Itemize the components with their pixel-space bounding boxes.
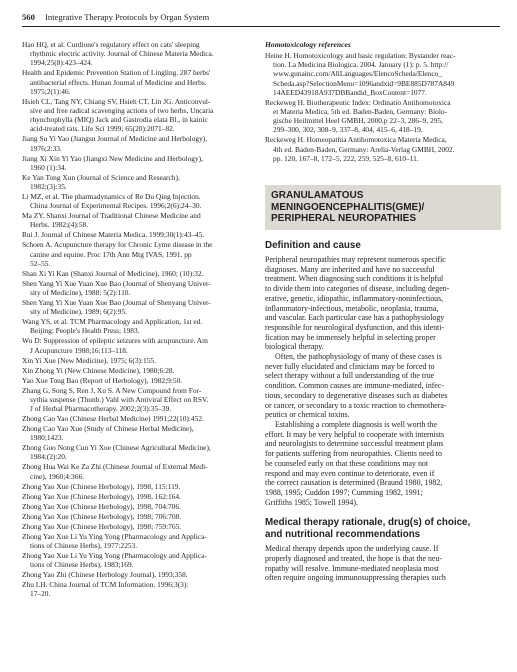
reference-item: Wu D: Suppression of epileptic seizures with acupuncture. Am J Acupuncture 1988;16:113–118. [22, 336, 208, 355]
reference-item: Jiang Xi Xin Yi Yao (Jiangxi New Medicine and Herbology), 1960 (1):34. [22, 153, 203, 172]
reference-item: Jiang Su Yi Yao (Jiangsu Journal of Medicine and Herbology), 1976;2:33. [22, 134, 208, 153]
reference-item: Zhu LH. China Journal of TCM Information. 1996;3(3): 17–20. [22, 580, 189, 599]
reference-item: Zhong Yao Xue (Chinese Herbology), 1998; 706:708. [22, 511, 182, 521]
reference-item: Hsieh CL, Tang NY, Chiang SV, Hsieh CT, Lin JG. Anticonvul- sive and free radical scavenging actions of two herbs, Uncaria rhynchophylla (MIQ) Jack and Gastrodia elata Bl., in kainic acid-treated rats. Life Sci 1999; 65(20):2071–82. [22, 96, 214, 134]
homotoxicology-reference-item: Heine H. Homotoxicology and basic regulation: Bystander reac- tion. La Medicina Biologica. 2004. January (1): p. 5. http:// www.gunainc.com/AllLanguages/ElencoScheda/Elenco_ Scheda.asp?SelectionMenu=1096andxid=9BE885D787A849 14AEED43918A937DBBandid_BoxContent=1077. [265, 51, 456, 97]
homotoxicology-reference-list [265, 51, 501, 163]
reference-item: Zhong Yao Xue Li Yu Ying Yong (Pharmacology and Applica- tions of Chinese Herbs), 1983;169. [22, 550, 207, 570]
right-column [265, 40, 501, 583]
reference-item: Zhong Yao Xue (Chinese Herbology), 1998, 115:119. [22, 481, 181, 491]
running-head-title: Integrative Therapy Protocols by Organ System [45, 12, 210, 22]
reference-item: Li MZ, et al. The pharmadynamics of Re Du Qing Injection. China Journal of Experimental Recipes. 1996;2(6):24–30. [22, 192, 202, 211]
reference-item: Shen Yang Yi Xue Yuan Xue Bao (Journal of Shenyang Univer- sity of Medicine), 1988; 5(2):110. [22, 278, 211, 298]
reference-item: Zhong Guo Nong Cun Yi Xue (Chinese Agricultural Medicine), 1984;(2):20. [22, 443, 211, 462]
reference-item: Schoen A. Acupuncture therapy for Chronic Lyme disease in the canine and equine. Proc 17th Ann Mtg IVAS, 1991. pp 52–55. [22, 240, 213, 268]
reference-item: Zhong Yao Xue (Chinese Herbology), 1998; 759:765. [22, 521, 182, 531]
left-column [22, 40, 254, 599]
reference-item: Xin Yi Xue (New Medicine), 1975; 6(3):155. [22, 355, 156, 365]
reference-item: Wang YS, et al. TCM Pharmacology and Application, 1st ed. Beijing: People's Health Press; 1983. [22, 317, 203, 336]
homotoxicology-reference-item: Reckeweg H. Homeopathia Antihomotoxica Materia Medica, 4th ed. Baden-Baden, Germany: Arelia-Verlag GMBH, 2002. pp. 120, 167–8, 172–5, 222, 259, 525–8, 610–11. [265, 135, 455, 163]
section-title-box: GRANULAMATOUS MENINGOENCEPHALITIS(GME)/ PERIPHERAL NEUROPATHIES [265, 185, 501, 230]
homotoxicology-heading: Homotoxicology references [265, 40, 351, 49]
reference-item: Health and Epidemic Prevention Station of Lingling. 287 herbs' antibacterial effects. Hunan Journal of Medicine and Herbs. 1975;2(1):46. [22, 68, 211, 96]
reference-item: Zhong Yao Zhi (Chinese Herbology Journal), 1993;358. [22, 570, 188, 580]
definition-heading: Definition and cause [265, 239, 361, 251]
reference-item: Yao Xue Tong Bao (Report of Herbology), 1982;9:50. [22, 375, 183, 385]
definition-paragraph-3: Establishing a complete diagnosis is well worth the effort. It may be very helpful to cooperate with internists and neurologists to determine successful treatment plans for patients suffering from neuropathies. Clients need to be counseled early on that these conditions may not respond and may even continue to deteriorate, even if the correct causation is determined (Braund 1980, 1982, 1988, 1995; Cuddon 1997; Cumming 1982, 1991; Griffiths 1985; Towell 1994). [265, 419, 445, 507]
definition-paragraph-1: Peripheral neuropathies may represent numerous specific diagnoses. Many are inherited and have no successful treatment. When diagnosing such conditions it is helpful to divide them into categories of disease, including degen- erative, genetic, idiopathic, inflammatory-noninfectious, inflammatory-infectious, metabolic, neoplasia, trauma, and vascular. Each particular case has a pathophysiology responsible for neurological dysfunction, and this identi- fication may be immensely helpful in selecting proper biological therapy. [265, 255, 450, 352]
reference-item: Zhang G, Song S, Ren J, Xu S. A New Compound from For- sythia suspense (Thunb.) Vahl with Antiviral Effect on RSV. J of Herbal Pharmacotherapy. 2002;2(3):35–39. [22, 385, 209, 414]
page-number: 560 [22, 12, 35, 22]
running-head [22, 10, 500, 27]
reference-item: Zhong Yao Xue (Chinese Herbology), 1998, 162:164. [22, 491, 181, 501]
reference-item: Rui J. Journal of Chinese Materia Medica. 1999;30(1):43–45. [22, 230, 205, 240]
reference-item: Zhong Cao Yao (Chinese Herbal Medicine) 1991;22(10):452. [22, 414, 204, 424]
reference-item: Shen Yang Yi Xue Yuan Xue Bao (Journal of Shenyang Univer- sity of Medicine), 1989; 6(2):95. [22, 298, 211, 317]
reference-item: Hao HQ, et al. Curdione's regulatory effect on cats' sleeping rhythmic electric activity. Journal of Chinese Materia Medica. 1994;25(8):423–424. [22, 40, 214, 68]
reference-item: Ke Yan Tong Xun (Journal of Science and Research), 1982;(3):35. [22, 172, 180, 192]
homotoxicology-reference-item: Reckeweg H. Biotherapeutic Index: Ordinatio Antihomotoxica et Materia Medica, 5th ed. Baden-Baden, Germany: Biolo- gische Heilmittel Heel GMBH, 2000.p 22–3, 286–9, 295, 299–300, 302, 308–9, 337–8, 404, 415–6, 418–19. [265, 97, 451, 135]
reference-item: Xin Zhong Yi (New Chinese Medicine), 1980;6:28. [22, 365, 175, 375]
reference-item: Zhong Yao Xue Li Yu Ying Yong (Pharmacology and Applica- tions of Chinese Herbs), 1977:2253. [22, 531, 207, 550]
reference-item: Zhong Hua Wai Ke Za Zhi (Chinese Journal of External Medi- cine), 1960;4:366. [22, 462, 208, 481]
reference-item: Shan Xi Yi Kan (Shanxi Journal of Medicine), 1960; (10):32. [22, 268, 204, 278]
reference-item: Zhong Yao Xue (Chinese Herbology), 1998, 704:706. [22, 501, 181, 511]
reference-item: Zhong Cao Yao Xue (Study of Chinese Herbal Medicine), 1980;1423. [22, 424, 194, 443]
medical-therapy-heading: Medical therapy rationale, drug(s) of choice, and nutritional recommendations [265, 517, 471, 540]
reference-item: Ma ZY. Shanxi Journal of Traditional Chinese Medicine and Herbs. 1982;(4):58. [22, 211, 201, 230]
definition-paragraph-2: Often, the pathophysiology of many of these cases is never fully elucidated and clinicians may be forced to select therapy without a full understanding of the true condition. Common causes are immune-mediated, infec- tious, secondary to degenerative diseases such as diabetes or cancer, or secondary to a toxic reaction to chemothera- peutics or chemical toxins. [265, 352, 448, 420]
medical-therapy-paragraph: Medical therapy depends upon the underlying cause. If properly diagnosed and treated, the hope is that the neu- ropathy will resolve. Immune-mediated neoplasia most often require ongoing immunosuppressing therapies such [265, 544, 446, 583]
